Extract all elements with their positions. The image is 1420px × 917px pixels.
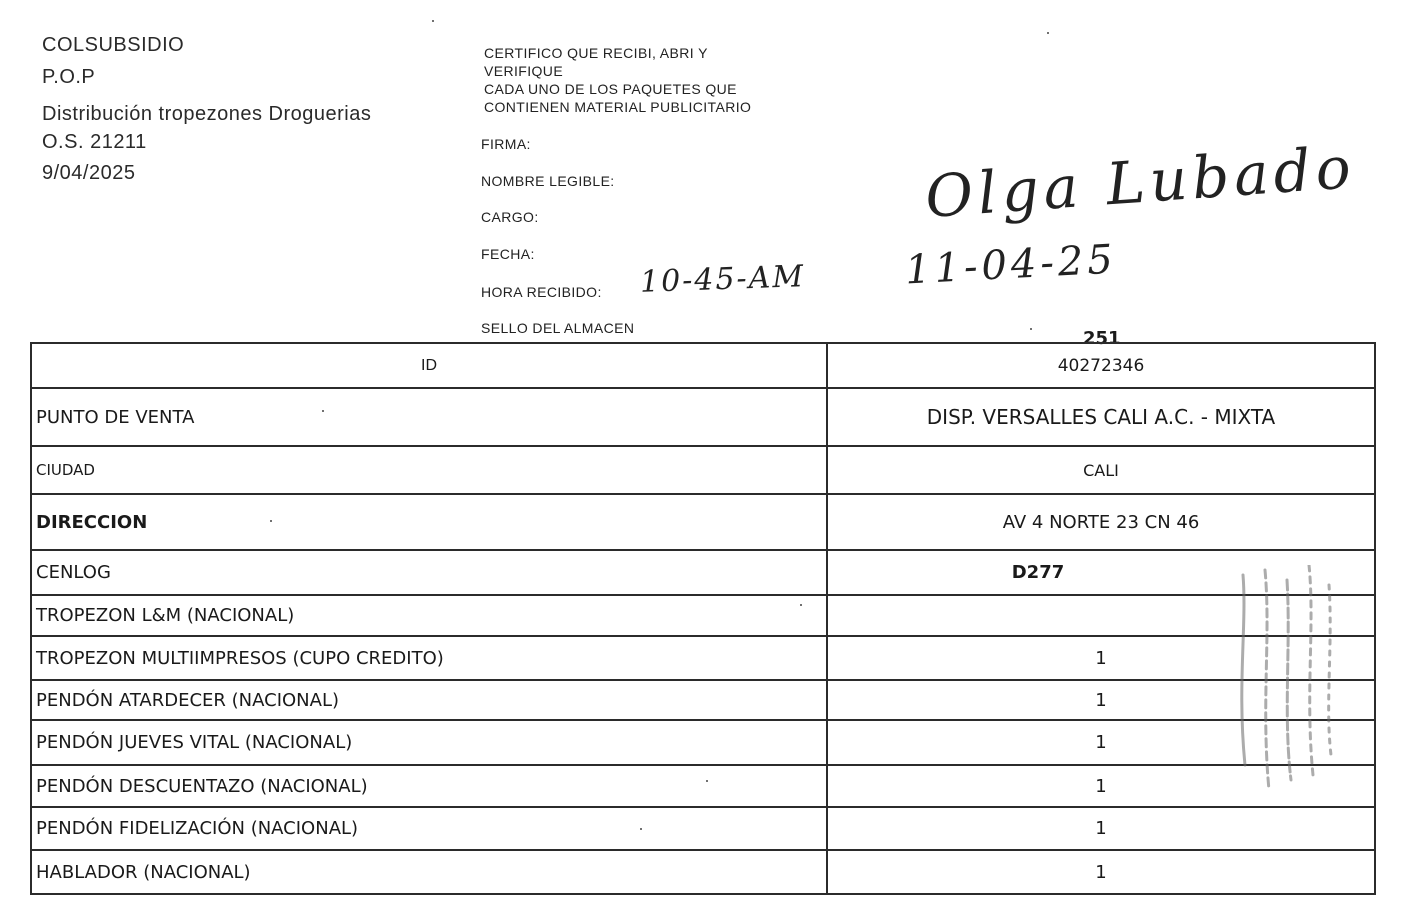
table-row	[31, 388, 1375, 446]
stamp-stroke	[1309, 565, 1313, 775]
item-quantity: 1	[827, 765, 1375, 807]
handwritten-signature: Olga Lubado	[923, 133, 1358, 231]
cenlog-value: D277	[827, 550, 1375, 595]
department: P.O.P	[42, 66, 96, 88]
table-row	[31, 765, 1375, 807]
punto-de-venta-label: PUNTO DE VENTA	[31, 388, 827, 446]
direccion-label: DIRECCION	[31, 494, 827, 550]
store-number: 251	[1083, 328, 1121, 349]
stamp-stroke	[1329, 585, 1331, 755]
item-quantity: 1	[827, 720, 1375, 765]
cert-line: CONTIENEN MATERIAL PUBLICITARIO	[484, 99, 752, 115]
table-row	[31, 550, 1375, 595]
table-row	[31, 807, 1375, 850]
item-label: HABLADOR (NACIONAL)	[31, 850, 827, 894]
item-quantity: 1	[827, 636, 1375, 680]
item-quantity: 1	[827, 807, 1375, 850]
handwritten-fecha: 11-04-25	[903, 236, 1118, 294]
id-value: 40272346	[827, 343, 1375, 388]
certification-text	[484, 44, 844, 116]
item-label: PENDÓN JUEVES VITAL (NACIONAL)	[31, 720, 827, 765]
direccion-value: AV 4 NORTE 23 CN 46	[827, 494, 1375, 550]
item-label: TROPEZON MULTIIMPRESOS (CUPO CREDITO)	[31, 636, 827, 680]
table-row	[31, 343, 1375, 388]
order-number: O.S. 21211	[42, 131, 147, 153]
document-date: 9/04/2025	[42, 162, 136, 184]
sello-almacen-label: SELLO DEL ALMACEN	[481, 320, 635, 336]
cert-line: CADA UNO DE LOS PAQUETES QUE	[484, 81, 737, 97]
table-row	[31, 720, 1375, 765]
item-quantity: 1	[827, 850, 1375, 894]
stamp-stroke	[1287, 580, 1291, 780]
item-label: TROPEZON L&M (NACIONAL)	[31, 595, 827, 636]
warehouse-stamp-icon	[1225, 565, 1340, 800]
item-label: PENDÓN FIDELIZACIÓN (NACIONAL)	[31, 807, 827, 850]
handwritten-hora: 10-45-AM	[639, 259, 806, 300]
distribution-table	[30, 342, 1376, 895]
cenlog-label: CENLOG	[31, 550, 827, 595]
ciudad-value: CALI	[827, 446, 1375, 494]
item-quantity: 1	[827, 680, 1375, 720]
punto-de-venta-value: DISP. VERSALLES CALI A.C. - MIXTA	[827, 388, 1375, 446]
table-row	[31, 494, 1375, 550]
item-label: PENDÓN DESCUENTAZO (NACIONAL)	[31, 765, 827, 807]
cert-line: VERIFIQUE	[484, 63, 564, 79]
ciudad-label: CIUDAD	[31, 446, 827, 494]
table-row	[31, 680, 1375, 720]
stamp-stroke	[1265, 570, 1269, 790]
item-label: PENDÓN ATARDECER (NACIONAL)	[31, 680, 827, 720]
firma-label: FIRMA:	[481, 136, 531, 152]
table-row	[31, 636, 1375, 680]
table-row	[31, 446, 1375, 494]
table-row	[31, 850, 1375, 894]
id-label: ID	[31, 343, 827, 388]
cargo-label: CARGO:	[481, 209, 539, 225]
cert-line: CERTIFICO QUE RECIBI, ABRI Y	[484, 45, 708, 61]
table-row	[31, 595, 1375, 636]
org-name: COLSUBSIDIO	[42, 34, 185, 56]
fecha-label: FECHA:	[481, 246, 535, 262]
stamp-stroke	[1242, 575, 1245, 765]
hora-recibido-label: HORA RECIBIDO:	[481, 284, 602, 300]
nombre-legible-label: NOMBRE LEGIBLE:	[481, 173, 615, 189]
distribution-title: Distribución tropezones Droguerias	[42, 103, 372, 125]
